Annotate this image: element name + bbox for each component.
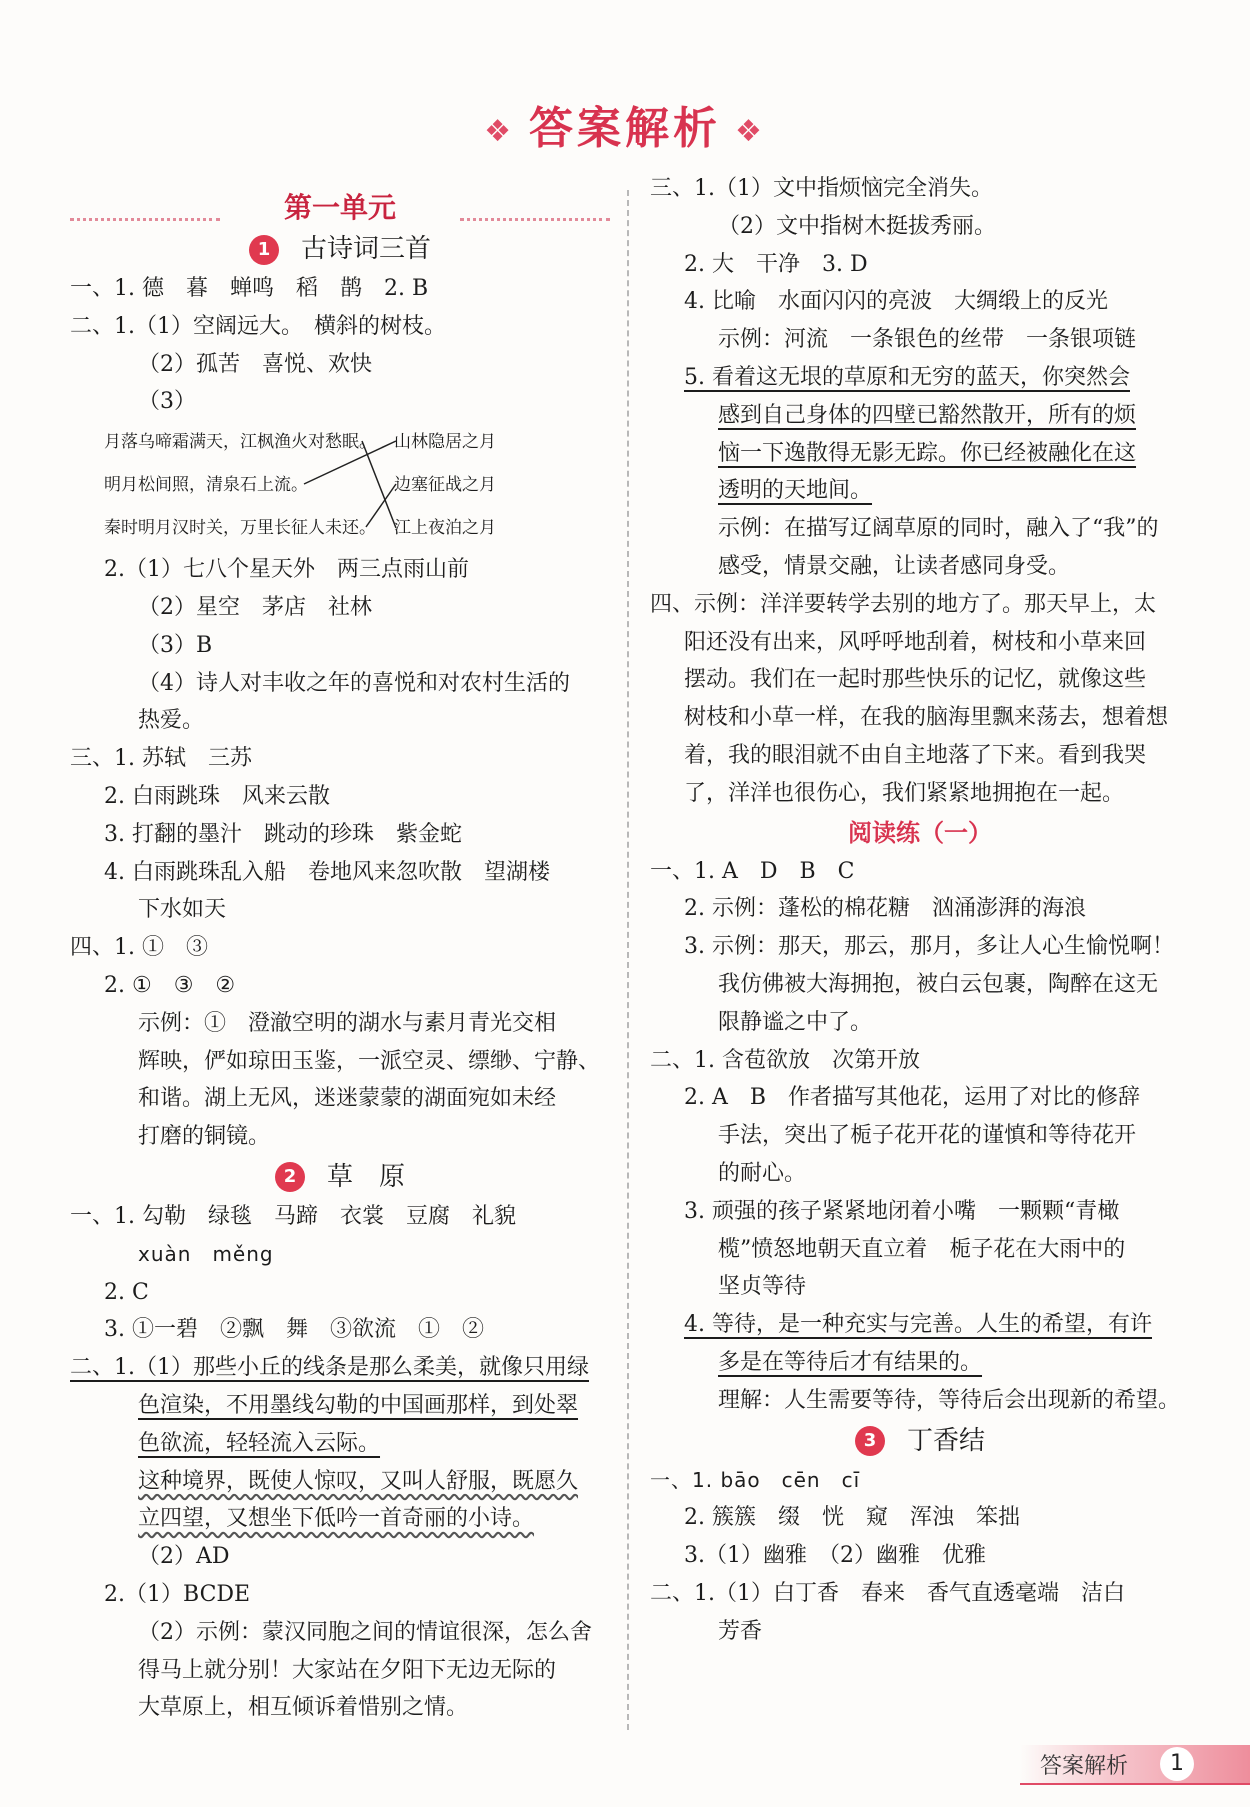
answer-line: 2. ① ③ ② <box>104 972 236 998</box>
answer-line: 的耐心。 <box>718 1160 807 1186</box>
page-footer <box>1020 1745 1250 1785</box>
answer-line: 榄”愤怒地朝天直立着 栀子花在大雨中的 <box>718 1236 1126 1262</box>
answer-line: 2. A B 作者描写其他花，运用了对比的修辞 <box>684 1085 1141 1111</box>
pinyin-line: xuàn měng <box>138 1241 274 1266</box>
answer-line <box>70 1387 610 1425</box>
footer-rule <box>1020 1783 1250 1785</box>
answer-line: 3. 顽强的孩子紧紧地闭着小嘴 一颗颗“青橄 <box>684 1198 1120 1224</box>
answer-line: 4. 比喻 水面闪闪的亮波 大绸缎上的反光 <box>684 289 1108 315</box>
page-title: 答案解析 <box>529 103 721 154</box>
underlined-answer: 4. 等待，是一种充实与完善。人生的希望，有许 <box>684 1312 1152 1338</box>
answer-line: （2）示例：蒙汉同胞之间的情谊很深，怎么舍 <box>138 1619 592 1645</box>
answer-line: 限静谧之中了。 <box>718 1009 873 1035</box>
page-number: 1 <box>1160 1747 1194 1781</box>
answer-line <box>650 1344 1190 1382</box>
answer-line: 辉映，俨如琼田玉鉴，一派空灵、缥缈、宁静、 <box>138 1048 601 1074</box>
underlined-answer: 色渲染，不用墨线勾勒的中国画那样，到处翠 <box>138 1392 579 1418</box>
answer-line: 热爱。 <box>138 708 205 734</box>
answer-line: 和谐。湖上无风，迷迷蒙蒙的湖面宛如未经 <box>138 1086 557 1112</box>
answer-line: 二、1.（1）白丁香 春来 香气直透毫端 洁白 <box>650 1580 1125 1606</box>
underlined-answer: 色欲流，轻轻流入云际。 <box>138 1430 381 1456</box>
poem-line: 秦时明月汉时关，万里长征人未还。 <box>104 518 376 539</box>
wavy-underlined-answer: 这种境界，既使人惊叹，又叫人舒服，既愿久 <box>138 1468 579 1494</box>
answer-line: 3.（1）幽雅 （2）幽雅 优雅 <box>684 1543 986 1569</box>
diamond-ornament-icon: ❖ <box>484 113 515 149</box>
underlined-answer: 感到自己身体的四壁已豁然散开，所有的烦 <box>718 402 1137 428</box>
answer-line: 芳香 <box>718 1618 763 1644</box>
answer-line: 一、1. A D B C <box>650 858 855 884</box>
answer-line: 3. 打翻的墨汁 跳动的珍珠 紫金蛇 <box>104 821 462 847</box>
page-header <box>0 92 1250 156</box>
match-option: 山林隐居之月 <box>394 432 496 453</box>
answer-line: 我仿佛被大海拥抱，被白云包裹，陶醉在这无 <box>718 971 1159 997</box>
answer-line: 三、1. 苏轼 三苏 <box>70 746 252 772</box>
wavy-underlined-answer: 立四望，又想坐下低吟一首奇丽的小诗。 <box>138 1506 535 1532</box>
answer-line: 2. C <box>104 1279 149 1305</box>
lesson-number-badge: 1 <box>249 235 279 265</box>
answer-line: 大草原上，相互倾诉着惜别之情。 <box>138 1695 469 1721</box>
answer-line: 4. 白雨跳珠乱入船 卷地风来忽吹散 望湖楼 <box>104 859 550 885</box>
answer-line: 摆动。我们在一起时那些快乐的记忆，就像这些 <box>684 667 1147 693</box>
answer-line: 下水如天 <box>138 897 227 923</box>
answer-line <box>650 472 1190 510</box>
reading-practice-title: 阅读练（一） <box>848 818 992 847</box>
answer-line: （2）星空 茅店 社林 <box>138 594 372 620</box>
underlined-answer: 多是在等待后才有结果的。 <box>718 1349 983 1375</box>
lesson-number-badge: 2 <box>275 1162 305 1192</box>
answer-line: 3. ①一碧 ②飘 舞 ③欲流 ① ② <box>104 1317 484 1343</box>
answer-line: （2）AD <box>138 1544 230 1570</box>
answer-line: （2）孤苦 喜悦、欢快 <box>138 351 372 377</box>
answer-line: 2. 示例：蓬松的棉花糖 汹涌澎湃的海浪 <box>684 896 1086 922</box>
answer-line: 示例：河流 一条银色的丝带 一条银项链 <box>718 327 1137 353</box>
answer-line: 2.（1）BCDE <box>104 1581 251 1607</box>
answer-line <box>650 359 1190 397</box>
poem-line: 月落乌啼霜满天，江枫渔火对愁眠。 <box>104 432 376 453</box>
answer-line: 树枝和小草一样，在我的脑海里飘来荡去，想着想 <box>684 705 1169 731</box>
answer-line: （3） <box>138 389 196 415</box>
lesson-number-badge: 3 <box>855 1426 885 1456</box>
answer-line: 坚贞等待 <box>718 1274 807 1300</box>
answer-line: 阳还没有出来，风呼呼地刮着，树枝和小草来回 <box>684 629 1147 655</box>
lesson-title <box>70 228 610 270</box>
answer-line <box>650 1306 1190 1344</box>
underlined-answer: 5. 看着这无垠的草原和无穷的蓝天，你突然会 <box>684 364 1130 390</box>
poem-matching <box>104 421 610 551</box>
unit-title: 第一单元 <box>70 188 610 228</box>
answer-line: 示例：① 澄澈空明的湖水与素月青光交相 <box>138 1010 557 1036</box>
answer-line <box>70 1349 610 1387</box>
answer-line: （3）B <box>138 632 213 658</box>
lesson-name: 草 原 <box>326 1161 405 1192</box>
underlined-answer: 透明的天地间。 <box>718 478 873 504</box>
left-column <box>70 188 610 1727</box>
lesson-name: 古诗词三首 <box>300 234 431 264</box>
poem-line: 明月松间照，清泉石上流。 <box>104 475 308 496</box>
answer-line: 感受，情景交融，让读者感同身受。 <box>718 553 1071 579</box>
answer-line: 一、1. 德 暮 蝉鸣 稻 鹊 2. B <box>70 276 429 301</box>
answer-line <box>650 397 1190 435</box>
lesson-title <box>70 1156 610 1198</box>
answer-line: 四、示例：洋洋要转学去别的地方了。那天早上，太 <box>650 591 1157 617</box>
answer-line: 二、1.（1）空阔远大。 横斜的树枝。 <box>70 313 446 339</box>
right-column <box>650 170 1190 1650</box>
answer-line: 着，我的眼泪就不由自主地落了下来。看到我哭 <box>684 742 1147 768</box>
answer-line: （4）诗人对丰收之年的喜悦和对农村生活的 <box>138 670 570 696</box>
answer-line: 2. 簇簇 缀 恍 窥 浑浊 笨拙 <box>684 1505 1020 1531</box>
lesson-name: 丁香结 <box>906 1425 985 1456</box>
answer-line: 手法，突出了栀子花开花的谨慎和等待花开 <box>718 1123 1137 1149</box>
answer-line: 二、1. 含苞欲放 次第开放 <box>650 1047 920 1073</box>
answer-line: 2. 大 干净 3. D <box>684 251 868 277</box>
answer-line: 四、1. ① ③ <box>70 935 208 961</box>
answer-line: 了，洋洋也很伤心，我们紧紧地拥抱在一起。 <box>684 780 1125 806</box>
lesson-title <box>650 1420 1190 1462</box>
answer-line: 2.（1）七八个星天外 两三点雨山前 <box>104 557 469 583</box>
pinyin-line: 一、1. bāo cēn cī <box>650 1467 861 1492</box>
answer-line: 打磨的铜镜。 <box>138 1124 271 1150</box>
underlined-answer: 恼一下逸散得无影无踪。你已经被融化在这 <box>718 440 1137 466</box>
answer-line: 3. 示例：那天，那云，那月，多让人心生愉悦啊！ <box>684 934 1174 960</box>
answer-line: 理解：人生需要等待，等待后会出现新的希望。 <box>718 1387 1181 1413</box>
answer-line <box>70 1463 610 1501</box>
answer-line <box>650 435 1190 473</box>
answer-line: 得马上就分别！大家站在夕阳下无边无际的 <box>138 1657 557 1683</box>
answer-line <box>70 1425 610 1463</box>
answer-line <box>70 1500 610 1538</box>
footer-label: 答案解析 <box>1040 1754 1129 1779</box>
match-option: 边塞征战之月 <box>394 475 496 496</box>
answer-line: 三、1.（1）文中指烦恼完全消失。 <box>650 176 993 201</box>
answer-line: 2. 白雨跳珠 风来云散 <box>104 783 330 809</box>
answer-line: 一、1. 勾勒 绿毯 马蹄 衣裳 豆腐 礼貌 <box>70 1203 516 1229</box>
match-option: 江上夜泊之月 <box>394 518 496 539</box>
diamond-ornament-icon: ❖ <box>735 113 766 149</box>
underlined-answer: 二、1.（1）那些小丘的线条是那么柔美，就像只用绿 <box>70 1355 589 1381</box>
answer-line: （2）文中指树木挺拔秀丽。 <box>718 213 996 239</box>
column-divider <box>627 190 629 1730</box>
answer-line: 示例：在描写辽阔草原的同时，融入了“我”的 <box>718 516 1159 542</box>
